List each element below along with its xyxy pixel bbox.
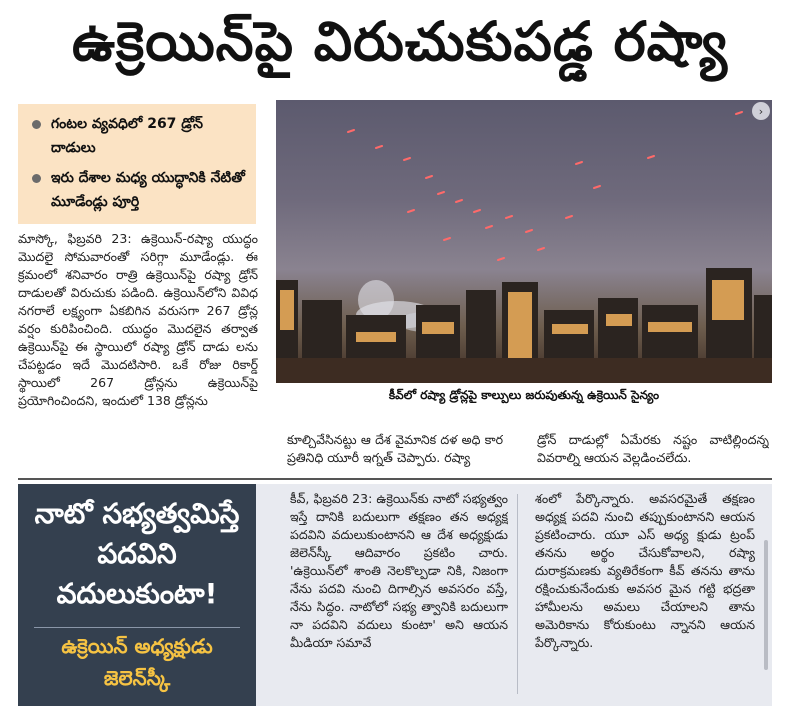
story2-subhead: ఉక్రెయిన్ అధ్యక్షుడు జెలెన్‌స్కీ <box>61 634 213 690</box>
highlight-text: గంటల వ్యవధిలో 267 డ్రోన్ దాడులు <box>51 116 203 156</box>
bullet-icon <box>32 174 41 183</box>
story1-column-2: కూల్చివేసినట్టు ఆ దేశ వైమానిక దళ అధి కార ప్రతినిధి యూరీ ఇగ్నత్ చెప్పారు. రష్యా <box>287 432 503 465</box>
column-separator <box>517 494 518 694</box>
section-divider <box>18 478 772 480</box>
story1-column-3: డ్రోన్ దాడుల్లో ఏమేరకు నష్టం వాటిల్లిందన్న వివరాల్ని ఆయన వెల్లడించలేదు. <box>537 432 769 465</box>
scrollbar[interactable] <box>764 540 768 670</box>
page-headline: ఉక్రెయిన్‌పై విరుచుకుపడ్డ రష్యా <box>71 9 729 73</box>
highlight-item <box>32 166 246 214</box>
kyiv-night-scene <box>276 100 772 383</box>
highlight-item <box>32 112 246 160</box>
news-photo <box>276 100 772 383</box>
bullet-icon <box>32 120 41 129</box>
story1-column-1: మాస్కో, ఫిబ్రవరి 23: ఉక్రెయిన్-రష్యా యుద్ధం మొదలై సోమవారంతో సరిగ్గా మూడేండ్లు. ఈ క్రమంలో శనివారం రాత్రి ఉక్రెయిన్‌పై రష్యా డ్రోన్ దాడులతో విరుచుకు పడింది. ఉక్రెయిన్‌లోని వివిధ నగరాలే లక్ష్యంగా ఏకబిగిన వరుసగా 267 డ్రోన్ల వర్షం కురిపించింది. యుద్ధం మొదలైన తర్వాత ఉక్రెయిన్‌పై ఈ స్థాయిలో రష్యా డ్రోన్ దాడు లను చేపట్టడం ఇదే మొదటిసారి. ఒకే రోజు రికార్డ్ స్థాయిలో 267 డ్రోన్లను ఉక్రెయిన్‌పై ప్రయోగించిందని, ఇందులో 138 డ్రోన్లను <box>18 231 258 408</box>
story2-column-1: కీవ్, ఫిబ్రవరి 23: ఉక్రెయిన్‌కు నాటో సభ్యత్వం ఇస్తే దానికి బదులుగా తక్షణం తన అధ్యక్ష పదవిని వదులుకుంటానని ఆ దేశ అధ్యక్షుడు జెలెన్‌స్కీ ఆదివారం ప్రకటిం చారు. 'ఉక్రెయిన్‌లో శాంతి నెలకొల్పడా నికి, నిజంగా నేను పదవి నుంచి దిగాల్సిన అవసరం వస్తే, నేను సిద్ధం. నాటోలో సభ్య త్వానికి బదులుగా నా పదవిని వదులు కుంటా' అని ఆయన మీడియా సమావే <box>290 491 508 650</box>
subhead-divider <box>34 627 240 628</box>
arrow-icon[interactable]: › <box>752 102 770 120</box>
highlight-text: ఇరు దేశాల మధ్య యుద్ధానికి నేటితో మూడేండ్లు పూర్తి <box>51 170 245 210</box>
story2-column-2: శంలో పేర్కొన్నారు. అవసరమైతే తక్షణం అధ్యక్ష పదవి నుంచి తప్పుకుంటానని ఆయన ప్రకటించారు. యూ ఎస్ అధ్య క్షుడు ట్రంప్ తనను అర్థం చేసుకోవాలని, రష్యా దురాక్రమణకు వ్యతిరేకంగా కీవ్ తనను తాను రక్షించుకునేందుకు అవసర మైన గట్టి భద్రతా హామీలను అమలు చేయాలని తాను అమెరికాను కోరుకుంటు న్నానని ఆయన పేర్కొన్నారు. <box>535 491 755 650</box>
photo-caption: కీవ్‌లో రష్యా డ్రోన్లపై కాల్పులు జరుపుతున్న ఉక్రెయిన్ సైన్యం <box>388 388 660 402</box>
story2-headline: నాటో సభ్యత్వమిస్తే పదవిని వదులుకుంటా! <box>34 497 240 610</box>
highlights-box <box>18 104 256 224</box>
